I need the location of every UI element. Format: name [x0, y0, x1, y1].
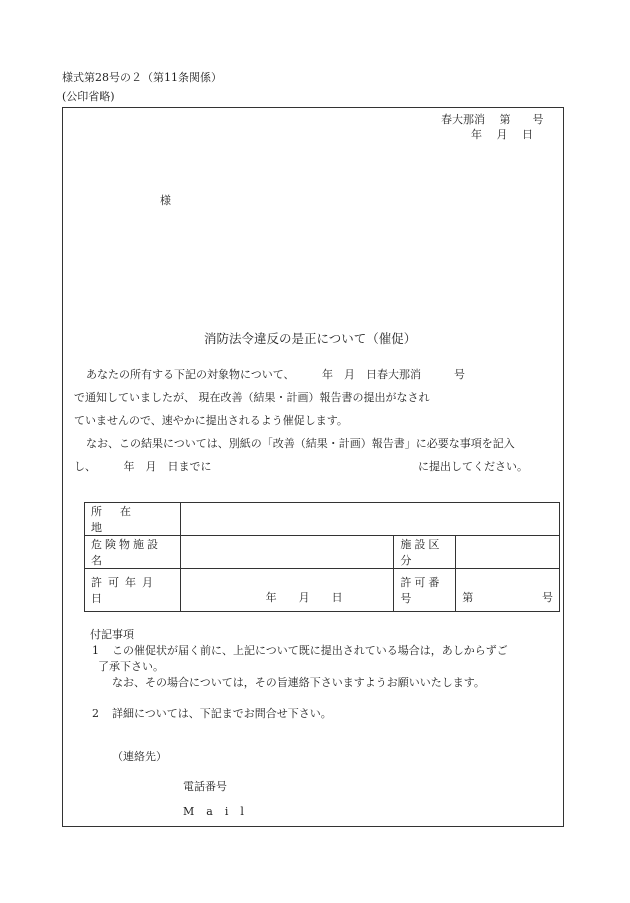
body-paragraph-1-line-1: あなたの所有する下記の対象物について、 年 月 日春大那消 号 — [86, 368, 466, 381]
permit-number-label: 許可番号 — [394, 569, 456, 612]
contact-phone-label: 電話番号 — [183, 780, 227, 793]
notes-heading: 付記事項 — [90, 628, 134, 641]
table-row — [85, 569, 560, 612]
facility-division-value — [456, 536, 560, 569]
note-1-line-1: この催促状が届く前に、上記について既に提出されている場合は，あしからずご — [112, 644, 508, 657]
document-title: 消防法令違反の是正について（催促） — [204, 331, 417, 346]
contact-mail-label: Mail — [183, 805, 256, 818]
permit-date-value: 年 月 日 — [180, 569, 394, 612]
facility-name-value — [180, 536, 394, 569]
table-row — [85, 503, 560, 536]
reference-date: 年 月 日 — [471, 128, 533, 141]
body-paragraph-2-line-2: し、 年 月 日までに — [74, 460, 212, 473]
facility-info-table — [84, 502, 560, 612]
location-label: 所在地 — [85, 503, 181, 536]
permit-date-label: 許可年月日 — [85, 569, 181, 612]
form-number: 様式第28号の２（第11条関係） — [62, 71, 222, 84]
seal-omitted-note: (公印省略) — [62, 90, 115, 103]
body-paragraph-2-line-1: なお、この結果については、別紙の「改善（結果・計画）報告書」に必要な事項を記入 — [86, 437, 515, 450]
note-1-line-3: なお、その場合については，その旨連絡下さいますようお願いいたします。 — [112, 676, 485, 689]
body-paragraph-2-line-2-end: に提出してください。 — [418, 460, 528, 473]
facility-name-label: 危険物施設名 — [85, 536, 181, 569]
body-paragraph-1-line-2: で通知していましたが、 現在改善（結果・計画）報告書の提出がなされ — [74, 391, 430, 404]
reference-number: 春大那消 第 号 — [441, 113, 544, 126]
body-paragraph-1-line-3: ていませんので、速やかに提出されるよう催促します。 — [74, 414, 348, 427]
note-1-number: 1 — [92, 644, 99, 657]
note-2-text: 詳細については、下記までお問合せ下さい。 — [112, 707, 332, 720]
permit-number-suffix: 号 — [542, 591, 553, 604]
table-row — [85, 536, 560, 569]
contact-heading: （連絡先） — [112, 750, 167, 763]
facility-division-label: 施設区分 — [394, 536, 456, 569]
permit-number-value — [456, 569, 560, 612]
addressee-honorific: 様 — [160, 194, 171, 207]
note-2-number: 2 — [92, 707, 99, 720]
location-value — [180, 503, 559, 536]
note-1-line-2: 了承下さい。 — [98, 660, 164, 673]
permit-number-prefix: 第 — [462, 591, 474, 604]
